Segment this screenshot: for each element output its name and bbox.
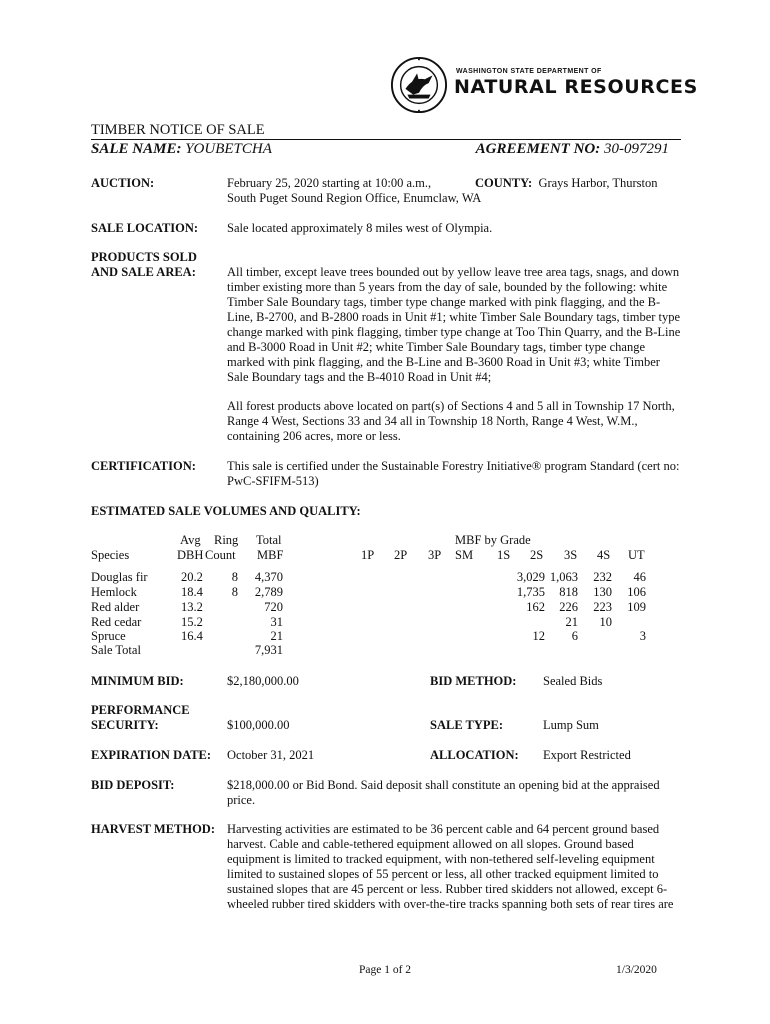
sale-location-label: SALE LOCATION:: [91, 221, 199, 235]
agency-title: NATURAL RESOURCES: [454, 76, 698, 98]
row-grade-4s: 223: [593, 600, 612, 614]
sale-type-label: SALE TYPE:: [430, 718, 504, 732]
products-label-line1: PRODUCTS SOLD: [91, 250, 197, 264]
row-grade-3s: 1,063: [549, 570, 578, 584]
row-grade-3s: 21: [565, 615, 578, 629]
county: [475, 176, 657, 191]
row-dbh: 16.4: [181, 629, 203, 643]
row-grade-ut: 3: [639, 629, 646, 643]
performance-value: $100,000.00: [227, 718, 290, 732]
auction-office: South Puget Sound Region Office, Enumclaw, WA: [227, 191, 482, 205]
col-head-dbh: DBH: [177, 548, 204, 562]
document-title: TIMBER NOTICE OF SALE: [91, 122, 265, 138]
col-head-avg: Avg: [180, 533, 201, 547]
agency-subtitle: WASHINGTON STATE DEPARTMENT OF: [456, 68, 602, 75]
products-label-line2: AND SALE AREA:: [91, 265, 196, 279]
row-count: 8: [231, 570, 238, 584]
row-grade-3s: 226: [559, 600, 578, 614]
row-grade-3s: 818: [559, 585, 578, 599]
sale-location-text: Sale located approximately 8 miles west of Olympia.: [227, 221, 493, 235]
row-total-sum: 7,931: [254, 643, 283, 657]
row-species: Red alder: [91, 600, 140, 614]
row-species: Douglas fir: [91, 570, 148, 584]
row-grade-4s: 232: [593, 570, 612, 584]
auction-label: AUCTION:: [91, 176, 155, 190]
col-head-grade-1p: 1P: [361, 548, 375, 562]
bid-method-value: Sealed Bids: [543, 674, 603, 688]
auction-date: February 25, 2020 starting at 10:00 a.m.,: [227, 176, 432, 190]
county-label: COUNTY:: [475, 176, 533, 190]
allocation-value: Export Restricted: [543, 748, 631, 762]
row-total: 21: [270, 629, 283, 643]
sale-name-label: SALE NAME:: [91, 141, 182, 157]
min-bid-value: $2,180,000.00: [227, 674, 299, 688]
row-grade-ut: 46: [633, 570, 646, 584]
row-grade-2s: 12: [532, 629, 545, 643]
col-head-grade-2p: 2P: [394, 548, 408, 562]
row-grade-4s: 130: [593, 585, 612, 599]
agreement-label: AGREEMENT NO:: [475, 141, 601, 157]
col-head-grade-1s: 1S: [497, 548, 511, 562]
bid-deposit-text: $218,000.00 or Bid Bond. Said deposit shall constitute an opening bid at the appraised price.: [227, 778, 660, 807]
col-head-grade-sm: SM: [455, 548, 474, 562]
row-dbh: 13.2: [181, 600, 203, 614]
row-total: 4,370: [254, 570, 283, 584]
page-number: Page 1 of 2: [359, 964, 412, 976]
row-count: 8: [231, 585, 238, 599]
col-head-total: Total: [256, 533, 282, 547]
min-bid-label: MINIMUM BID:: [91, 674, 184, 688]
bid-deposit-label: BID DEPOSIT:: [91, 778, 175, 792]
county-value: Grays Harbor, Thurston: [538, 176, 658, 190]
certification-text: This sale is certified under the Sustainable Forestry Initiative® program Standard (cert no: PwC-SFIFM-513): [227, 459, 680, 488]
col-head-grade-4s: 4S: [597, 548, 611, 562]
col-head-grade-ut: UT: [628, 548, 645, 562]
products-paragraph-2: All forest products above located on part(s) of Sections 4 and 5 all in Township 17 North, Range 4 West, Sections 33 and 34 all in Township 18 North, Range 4 West, W.M., containing 206 acres, more or less.: [227, 399, 675, 443]
col-head-grade-3p: 3P: [428, 548, 442, 562]
agreement-number: [476, 141, 669, 158]
certification-label: CERTIFICATION:: [91, 459, 196, 473]
dnr-logo: [388, 52, 698, 118]
performance-label-line1: PERFORMANCE: [91, 703, 190, 717]
col-head-species: Species: [91, 548, 130, 562]
row-grade-2s: 162: [526, 600, 545, 614]
row-species-total: Sale Total: [91, 643, 141, 657]
row-grade-ut: 109: [627, 600, 646, 614]
volumes-heading: ESTIMATED SALE VOLUMES AND QUALITY:: [91, 504, 361, 518]
row-species: Red cedar: [91, 615, 142, 629]
row-dbh: 15.2: [181, 615, 203, 629]
col-head-ring: Ring: [214, 533, 239, 547]
performance-label-line2: SECURITY:: [91, 718, 159, 732]
row-total: 31: [270, 615, 283, 629]
row-species: Spruce: [91, 629, 126, 643]
agreement-value: 30-097291: [604, 141, 669, 157]
col-head-grade-2s: 2S: [530, 548, 544, 562]
row-grade-4s: 10: [599, 615, 612, 629]
bid-method-label: BID METHOD:: [430, 674, 517, 688]
row-dbh: 20.2: [181, 570, 203, 584]
row-grade-3s: 6: [571, 629, 578, 643]
sale-type-value: Lump Sum: [543, 718, 599, 732]
sale-name: [91, 141, 272, 158]
products-paragraph-1: All timber, except leave trees bounded out by yellow leave tree area tags, snags, and down timber existing more than 5 years from the day of sale, bounded by the following: white Timber Sale Boundary tags, timber type change marked with pink flagging, and the B-Line, B-2700, and B-2800 roads in Unit #1; white Timber Sale Boundary tags, timber type change marked with pink flagging, timber type change at Too Thin Quarry, and the B-Line and B-3000 Road in Unit #2; white Timber Sale Boundary tags, timber type change marked with pink flagging, and the B-Line and B-3600 Road in Unit #3; white Timber Sale Boundary tags and the B-4010 Road in Unit #4;: [227, 265, 681, 384]
dnr-seal-icon: [390, 56, 448, 114]
title-divider: [91, 139, 681, 140]
col-head-mbf: MBF: [257, 548, 284, 562]
allocation-label: ALLOCATION:: [430, 748, 519, 762]
row-grade-2s: 3,029: [516, 570, 545, 584]
harvest-method-text: Harvesting activities are estimated to be 36 percent cable and 64 percent ground based harvest. Cable and cable-tethered equipment allowed on all slopes. Ground based equipment is limited to tracked equipment, with non-tethered self-leveling equipment limited to sustained slopes of 55 percent or less, all other tracked equipment limited to sustained slopes that are 45 percent or less. Rubber tired skidders not allowed, except 6-wheeled rubber tired skidders with over-the-tire tracks spanning both sets of rear tires are: [227, 822, 674, 911]
sale-name-value: YOUBETCHA: [185, 141, 272, 157]
row-dbh: 18.4: [181, 585, 203, 599]
col-head-grade-3s: 3S: [564, 548, 578, 562]
expiration-value: October 31, 2021: [227, 748, 315, 762]
row-total: 2,789: [254, 585, 283, 599]
row-species: Hemlock: [91, 585, 137, 599]
col-head-count: Count: [205, 548, 236, 562]
row-total: 720: [264, 600, 283, 614]
row-grade-2s: 1,735: [516, 585, 545, 599]
footer-date: 1/3/2020: [616, 964, 657, 976]
expiration-label: EXPIRATION DATE:: [91, 748, 212, 762]
col-head-mbf-by-grade: MBF by Grade: [455, 533, 531, 547]
harvest-method-label: HARVEST METHOD:: [91, 822, 215, 836]
row-grade-ut: 106: [627, 585, 646, 599]
